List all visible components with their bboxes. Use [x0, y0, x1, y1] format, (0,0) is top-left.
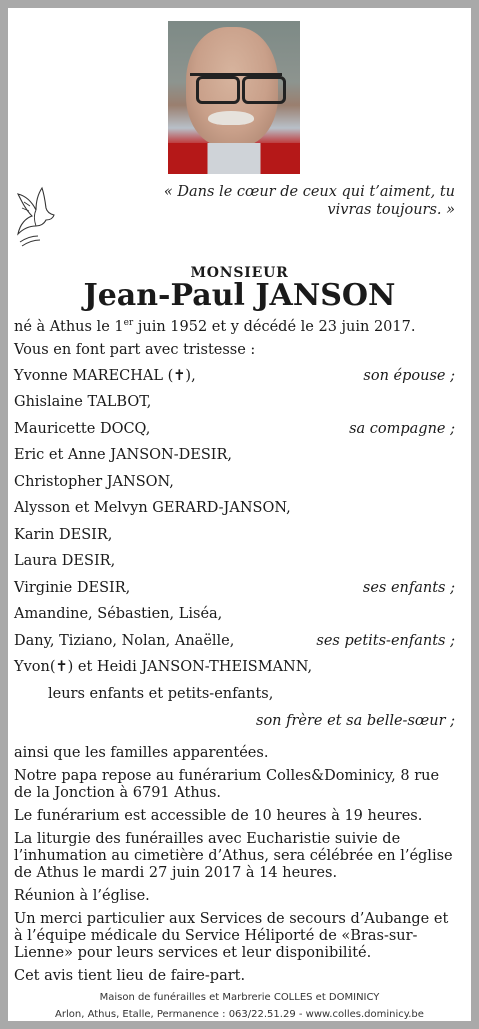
family-row — [14, 630, 455, 652]
family-member-role: sa compagne ; — [349, 421, 455, 437]
announcement-paragraph: Un merci particulier aux Services de secours d’Aubange et à l’équipe médicale du Service Héliporté de «Bras-sur- Lienne» pour leurs services et leur disponibilité. — [14, 911, 449, 961]
birth-sup: er — [123, 318, 134, 328]
family-member-name: Mauricette DOCQ, — [14, 421, 151, 437]
photo-moustache — [208, 111, 254, 125]
family-row — [14, 550, 455, 572]
announcement-paragraph: Notre papa repose au funérarium Colles&Dominicy, 8 rue de la Jonction à 6791 Athus. — [14, 768, 440, 801]
dove-icon — [12, 184, 56, 250]
family-row — [14, 471, 455, 493]
family-member-role: son épouse ; — [363, 368, 455, 384]
deceased-name: Jean-Paul JANSON — [83, 278, 396, 313]
announcement-paragraph: Le funérarium est accessible de 10 heures à 19 heures. — [14, 808, 423, 824]
family-member-name: Yvonne MARECHAL (✝), — [14, 368, 196, 384]
footer-line-2: Arlon, Athus, Etalle, Permanence : 063/22.51.29 - www.colles.dominicy.be — [55, 1009, 424, 1020]
family-member-name: Laura DESIR, — [14, 553, 116, 569]
family-row — [14, 603, 455, 625]
intro-line: Vous en font part avec tristesse : — [14, 342, 256, 358]
family-row — [14, 444, 455, 466]
announcement-paragraph: La liturgie des funérailles avec Eucharistie suivie de l’inhumation au cimetière d’Athus, sera célébrée en l’église de Athus le mardi 27 juin 2017 à 14 heures. — [14, 831, 453, 881]
family-member-name: leurs enfants et petits-enfants, — [48, 686, 274, 702]
family-member-role: ses enfants ; — [362, 580, 455, 596]
family-row — [14, 418, 455, 440]
photo-glasses — [190, 73, 282, 96]
family-member-name: Karin DESIR, — [14, 527, 113, 543]
family-row — [14, 524, 455, 546]
family-row — [14, 710, 455, 732]
family-row — [14, 683, 455, 705]
family-row — [14, 365, 455, 387]
announcement-paragraph: Réunion à l’église. — [14, 888, 150, 904]
family-member-name: Alysson et Melvyn GERARD-JANSON, — [14, 500, 291, 516]
family-member-name: Dany, Tiziano, Nolan, Anaëlle, — [14, 633, 235, 649]
family-row — [14, 391, 455, 413]
family-member-name: Virginie DESIR, — [14, 580, 131, 596]
announcement-paragraph: ainsi que les familles apparentées. — [14, 745, 269, 761]
memorial-quote: « Dans le cœur de ceux qui t’aiment, tu vivras toujours. » — [163, 184, 455, 218]
family-member-name: Eric et Anne JANSON-DESIR, — [14, 447, 233, 463]
footer-line-1: Maison de funérailles et Marbrerie COLLES et DOMINICY — [99, 992, 380, 1003]
family-member-name: Christopher JANSON, — [14, 474, 174, 490]
family-member-name: Ghislaine TALBOT, — [14, 394, 152, 410]
family-member-name: Yvon(✝) et Heidi JANSON-THEISMANN, — [14, 659, 313, 675]
birth-text: né à Athus le 1 — [14, 318, 124, 335]
family-member-name: Amandine, Sébastien, Liséa, — [14, 606, 223, 622]
photo-shirt — [168, 143, 300, 174]
family-row — [14, 577, 455, 599]
deceased-photo — [168, 21, 300, 174]
civility-label: MONSIEUR — [190, 265, 289, 281]
announcement-paragraph: Cet avis tient lieu de faire-part. — [14, 968, 246, 984]
death-text: juin 1952 et y décédé le 23 juin 2017. — [133, 318, 416, 335]
family-member-role: son frère et sa belle-sœur ; — [256, 713, 455, 729]
family-row — [14, 497, 455, 519]
family-member-role: ses petits-enfants ; — [316, 633, 455, 649]
birth-death-line — [14, 314, 454, 336]
family-row — [14, 656, 455, 678]
